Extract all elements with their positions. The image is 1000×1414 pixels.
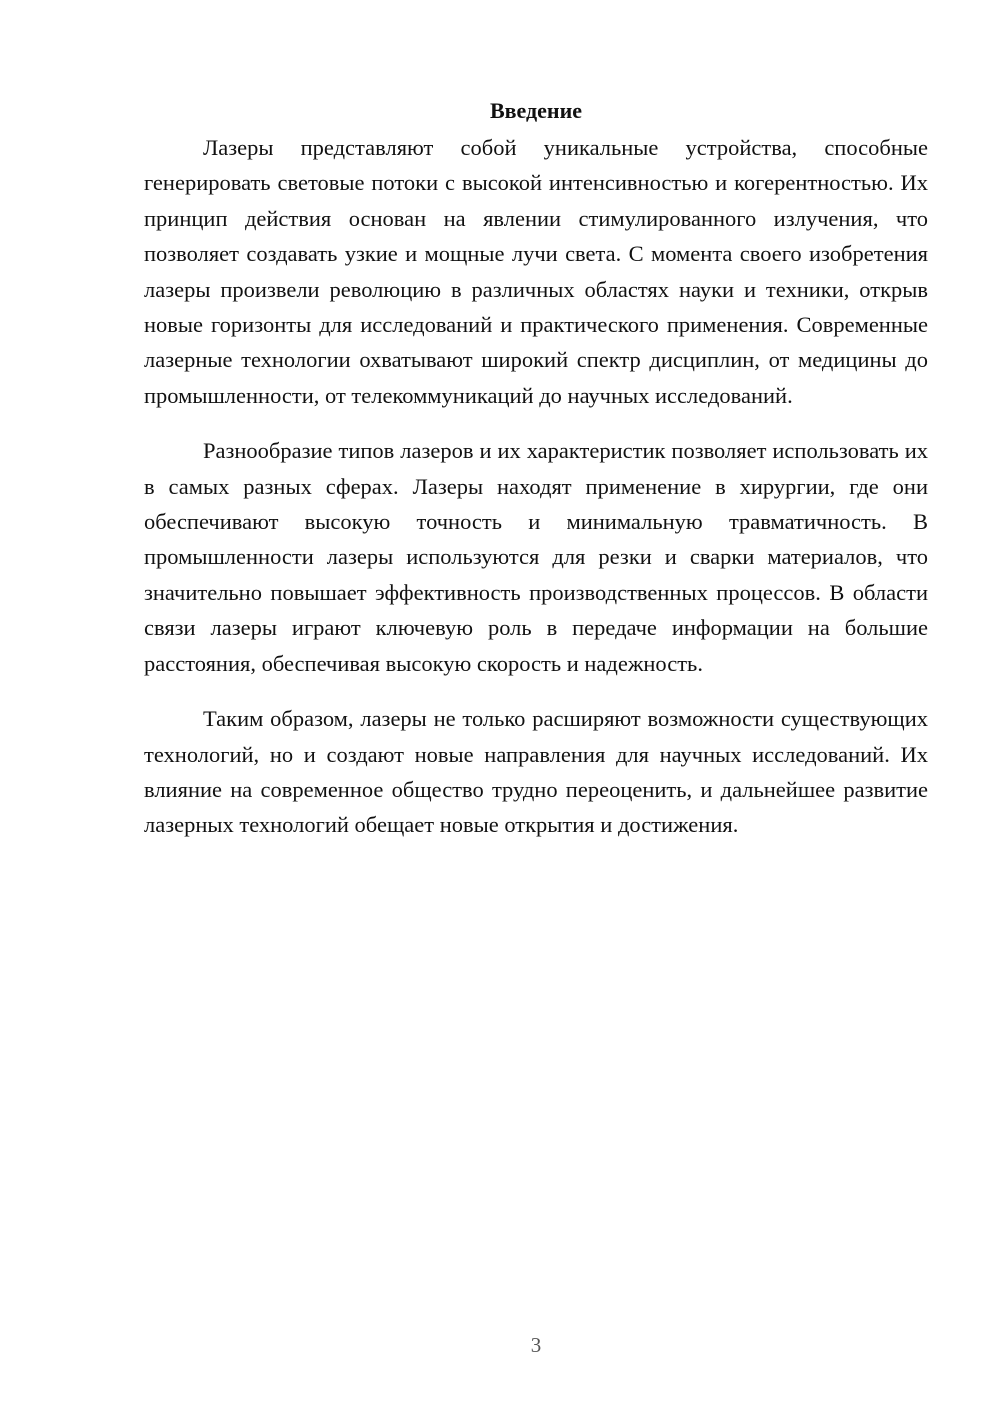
paragraph-3: Таким образом, лазеры не только расширяют возможности существующих технологий, но и создают новые направления для научных исследований. Их влияние на современное общество трудно переоценить, и дальнейшее развитие лазерных технологий обещает новые открытия и достижения. <box>144 706 928 838</box>
paragraph-1: Лазеры представляют собой уникальные устройства, способные генерировать световые потоки с высокой интенсивностью и когерентностью. Их принцип действия основан на явлении стимулированного излучения, что позволяет создавать узкие и мощные лучи света. С момента своего изобретения лазеры произвели революцию в различных областях науки и техники, открыв новые горизонты для исследований и практического применения. Современные лазерные технологии охватывают широкий спектр дисциплин, от медицины до промышленности, от телекоммуникаций до научных исследований. <box>144 135 928 408</box>
page-content <box>144 96 928 843</box>
section-title: Введение <box>489 98 583 123</box>
page-number: 3 <box>530 1333 542 1357</box>
paragraph-2: Разнообразие типов лазеров и их характеристик позволяет использовать их в самых разных сферах. Лазеры находят применение в хирургии, где они обеспечивают высокую точность и минимальную травматичность. В промышленности лазеры используются для резки и сварки материалов, что значительно повышает эффективность производственных процессов. В области связи лазеры играют ключевую роль в передаче информации на большие расстояния, обеспечивая высокую скорость и надежность. <box>144 438 928 676</box>
